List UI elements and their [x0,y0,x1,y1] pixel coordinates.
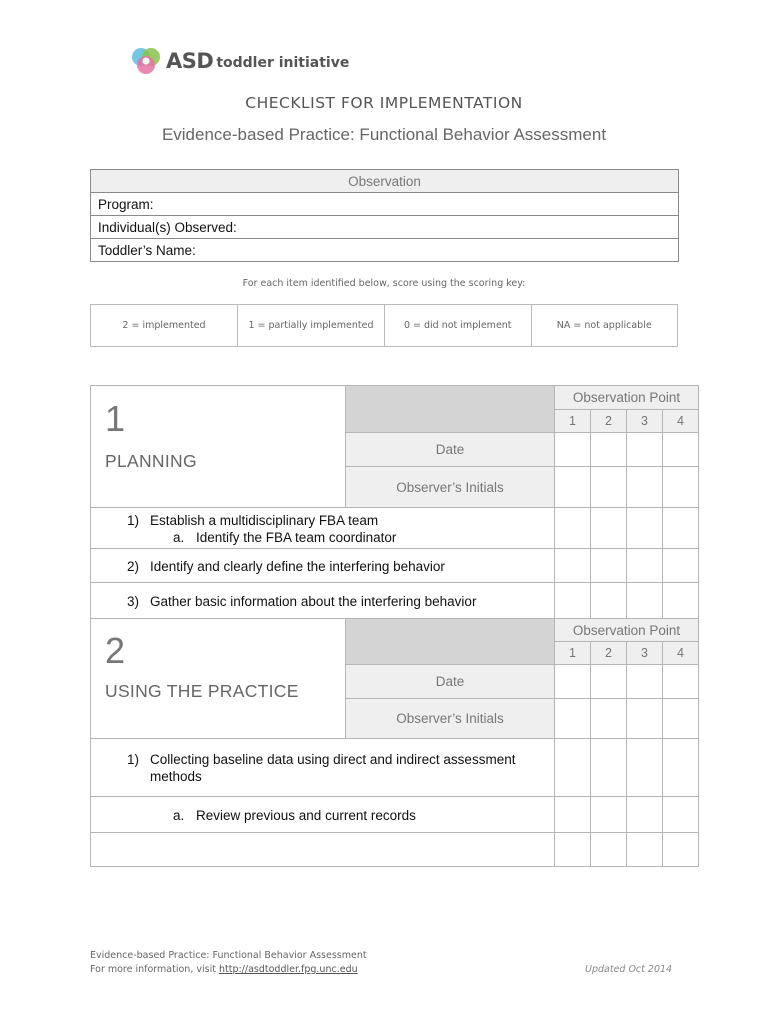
page-subtitle: Evidence-based Practice: Functional Behavior Assessment [161,125,607,144]
section-number: 2 [105,630,126,671]
subitem-text: Review previous and current records [196,808,416,823]
asd-overlapping-circles-logo-icon [130,45,162,77]
score-cell[interactable] [663,433,699,467]
score-cell[interactable] [663,797,699,833]
section-number: 1 [105,398,126,439]
score-cell[interactable] [663,739,699,797]
section-label: USING THE PRACTICE [105,681,299,701]
page-title: CHECKLIST FOR IMPLEMENTATION [245,94,523,112]
score-cell[interactable] [591,665,627,699]
toddler-name-field[interactable]: Toddler’s Name: [91,239,679,262]
score-cell[interactable] [663,833,699,867]
item-text: Establish a multidisciplinary FBA team [150,513,379,528]
observation-table [90,169,679,262]
point-number: 2 [591,410,627,433]
footer-updated: Updated Oct 2014 [585,964,673,975]
item-text: Collecting baseline data using direct and indirect assessment [150,752,516,767]
point-number: 4 [663,642,699,665]
item-number: 1) [127,752,140,767]
score-cell[interactable] [591,739,627,797]
section-label: PLANNING [105,451,197,471]
checklist-table [90,385,699,867]
logo-brand: ASD [166,49,214,73]
date-label: Date [346,665,555,699]
checklist-subitem [91,797,555,833]
footer-info [90,964,358,975]
score-cell[interactable] [627,739,663,797]
score-cell[interactable] [627,433,663,467]
subitem-letter: a. [173,808,185,823]
point-number: 1 [555,410,591,433]
score-cell[interactable] [663,508,699,549]
score-cell[interactable] [627,833,663,867]
observation-point-header: Observation Point [555,386,699,410]
item-number: 2) [127,559,140,574]
footer-link[interactable]: http://asdtoddler.fpg.unc.edu [218,964,358,975]
checklist-item [91,549,555,583]
checklist-item [91,508,555,549]
score-cell[interactable] [591,433,627,467]
score-key-implemented: 2 = implemented [91,305,238,347]
score-cell[interactable] [591,583,627,619]
checklist-item [91,739,555,797]
score-cell[interactable] [627,508,663,549]
logo [130,44,349,78]
score-key-not-applicable: NA = not applicable [531,305,677,347]
score-cell[interactable] [591,833,627,867]
section-2-heading [91,619,346,739]
score-cell[interactable] [591,797,627,833]
item-number: 1) [127,513,140,528]
score-cell[interactable] [555,549,591,583]
date-label: Date [346,433,555,467]
scoring-key [90,304,678,347]
item-text: Identify and clearly define the interfering behavior [150,559,445,574]
score-cell[interactable] [591,549,627,583]
scoring-intro: For each item identified below, score using the scoring key: [242,278,526,289]
score-cell[interactable] [663,583,699,619]
item-text: Gather basic information about the interfering behavior [150,594,477,609]
score-cell[interactable] [591,699,627,739]
observer-initials-label: Observer’s Initials [346,699,555,739]
score-cell[interactable] [555,833,591,867]
subitem-letter: a. [173,530,185,545]
footer-title: Evidence-based Practice: Functional Behavior Assessment [90,950,367,961]
point-number: 3 [627,410,663,433]
checklist-item [91,583,555,619]
observer-initials-label: Observer’s Initials [346,467,555,508]
score-cell[interactable] [555,699,591,739]
footer-info-prefix: For more information, visit [90,964,219,975]
score-cell[interactable] [555,739,591,797]
empty-item-row [91,833,555,867]
point-number: 4 [663,410,699,433]
score-cell[interactable] [555,583,591,619]
score-cell[interactable] [555,467,591,508]
point-number: 1 [555,642,591,665]
program-field[interactable]: Program: [91,193,679,216]
score-cell[interactable] [627,699,663,739]
score-cell[interactable] [663,665,699,699]
score-cell[interactable] [555,797,591,833]
score-cell[interactable] [663,549,699,583]
point-number: 3 [627,642,663,665]
gray-header-cell [346,386,555,433]
score-cell[interactable] [555,508,591,549]
score-cell[interactable] [627,467,663,508]
score-key-not-implemented: 0 = did not implement [384,305,531,347]
score-cell[interactable] [627,549,663,583]
score-cell[interactable] [591,467,627,508]
score-cell[interactable] [627,665,663,699]
score-cell[interactable] [627,797,663,833]
logo-text: toddler initiative [216,54,350,71]
score-cell[interactable] [627,583,663,619]
subitem-text: Identify the FBA team coordinator [196,530,397,545]
individuals-observed-field[interactable]: Individual(s) Observed: [91,216,679,239]
item-text-continued: methods [150,769,202,784]
section-1-heading [91,386,346,508]
gray-header-cell [346,619,555,665]
score-cell[interactable] [555,665,591,699]
point-number: 2 [591,642,627,665]
item-number: 3) [127,594,140,609]
score-cell[interactable] [555,433,591,467]
observation-point-header: Observation Point [555,619,699,642]
observation-header: Observation [91,170,679,193]
score-cell[interactable] [591,508,627,549]
score-key-partial: 1 = partially implemented [237,305,384,347]
score-cell[interactable] [663,699,699,739]
score-cell[interactable] [663,467,699,508]
